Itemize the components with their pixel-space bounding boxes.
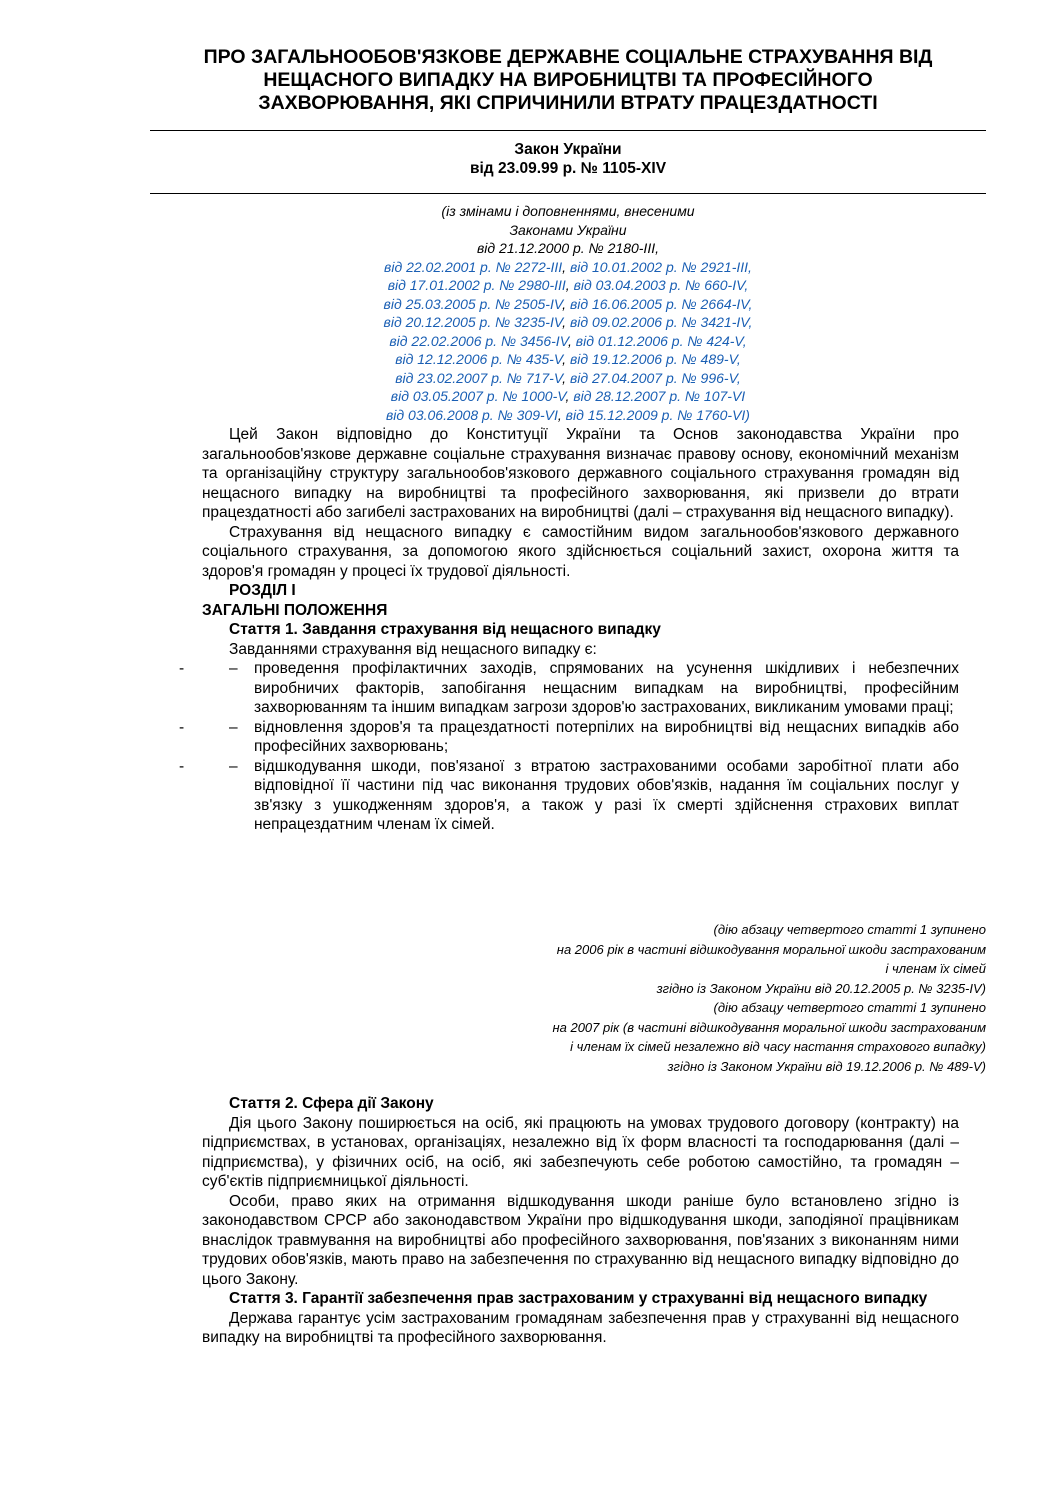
amendments-intro: (із змінами і доповненнями, внесеними bbox=[441, 203, 695, 219]
note-line: згідно із Законом України від 19.12.2006 р. № 489-V) bbox=[667, 1058, 986, 1074]
dash-marker: – bbox=[229, 660, 238, 677]
article-2-paragraph: Дія цього Закону поширюється на осіб, які працюють на умовах трудового договору (контракту) на підприємствах, в установах, організаціях, незалежно від їх форм власності та господарювання (далі – підприємства), у фізичних осіб, на осіб, які забезпечують себе роботою самостійно, та громадян – суб'єктів підприємницької діяльності. bbox=[202, 1114, 959, 1190]
amendment-link[interactable]: від 23.02.2007 р. № 717-V bbox=[395, 369, 563, 386]
law-date-number: від 23.09.99 р. № 1105-XIV bbox=[469, 160, 667, 177]
amendment-line: від 22.02.2001 р. № 2272-III, від 10.01.2002 р. № 2921-III, bbox=[384, 258, 752, 275]
amendment-link[interactable]: від 03.05.2007 р. № 1000-V bbox=[390, 388, 566, 404]
amendment-link[interactable]: від 19.12.2006 р. № 489-V, bbox=[569, 351, 741, 367]
bullet-marker: - bbox=[179, 718, 185, 736]
amendment-link[interactable]: від 27.04.2007 р. № 996-V, bbox=[569, 369, 741, 386]
list-item bbox=[179, 718, 959, 757]
amendments-block bbox=[150, 202, 986, 424]
amendment-line: від 22.02.2006 р. № 3456-IV, від 01.12.2006 р. № 424-V, bbox=[389, 332, 747, 349]
article-2-heading: Стаття 2. Сфера дії Закону bbox=[229, 1095, 434, 1112]
amendment-line: від 20.12.2005 р. № 3235-IV, від 09.02.2006 р. № 3421-IV, bbox=[383, 314, 753, 330]
law-header bbox=[150, 140, 986, 178]
top-divider bbox=[150, 130, 986, 131]
note-line: і членам їх сімей незалежно від часу настання страхового випадку) bbox=[570, 1039, 986, 1054]
list-item-text: відшкодування шкоди, пов'язаної з втратою застрахованими особами заробітної плати або відповідної її частини під час виконання трудових обов'язків, надання їм соціальних послуг у зв'язку з ушкодженням здоров'я, а також у разі їх смерті здійснення страхових виплат непрацездатним членам їх сімей. bbox=[254, 757, 959, 833]
amendment-link[interactable]: від 16.06.2005 р. № 2664-IV, bbox=[569, 295, 753, 312]
main-text-upper bbox=[179, 425, 959, 835]
amendment-link[interactable]: від 22.02.2006 р. № 3456-IV bbox=[389, 332, 568, 349]
amendment-link[interactable]: від 03.06.2008 р. № 309-VI bbox=[386, 406, 558, 423]
section-title: ЗАГАЛЬНІ ПОЛОЖЕННЯ bbox=[202, 601, 388, 619]
amendment-link[interactable]: від 12.12.2006 р. № 435-V bbox=[395, 351, 563, 367]
amendment-line: від 03.06.2008 р. № 309-VI, від 15.12.2009 р. № 1760-VI) bbox=[386, 406, 750, 423]
bullet-marker: - bbox=[179, 660, 185, 677]
amendment-line: від 03.05.2007 р. № 1000-V, від 28.12.2007 р. № 107-VI bbox=[390, 388, 746, 404]
amendment-link[interactable]: від 15.12.2009 р. № 1760-VI) bbox=[565, 406, 750, 423]
note-line: (дію абзацу четвертого статті 1 зупинено bbox=[713, 1000, 986, 1015]
note-line: (дію абзацу четвертого статті 1 зупинено bbox=[713, 922, 986, 937]
section-number: РОЗДІЛ I bbox=[229, 582, 296, 599]
dash-marker: – bbox=[229, 718, 238, 736]
amendment-link[interactable]: від 22.02.2001 р. № 2272-III bbox=[384, 258, 563, 275]
bullet-marker: - bbox=[179, 757, 185, 775]
title-line: НЕЩАСНОГО ВИПАДКУ НА ВИРОБНИЦТВІ ТА ПРОФЕСІЙНОГО bbox=[263, 69, 873, 91]
article-1-heading: Стаття 1. Завдання страхування від нещасного випадку bbox=[229, 621, 661, 638]
title-line: ПРО ЗАГАЛЬНООБОВ'ЯЗКОВЕ ДЕРЖАВНЕ СОЦІАЛЬНЕ СТРАХУВАННЯ ВІД bbox=[203, 46, 933, 68]
amendments-intro: Законами України bbox=[509, 221, 627, 238]
document-title bbox=[150, 46, 986, 115]
list-item bbox=[179, 659, 959, 718]
article-2-paragraph: Особи, право яких на отримання відшкодування шкоди раніше було встановлено згідно із законодавством СРСР або законодавством України про відшкодування шкоди, заподіяної працівникам внаслідок травмування на виробництві або професійного захворювання, пов'язаних з виконанням ними трудових обов'язків, мають право на забезпечення по страхуванню від нещасного випадку відповідно до цього Закону. bbox=[202, 1192, 959, 1288]
note-line: і членам їх сімей bbox=[885, 961, 986, 976]
dash-marker: – bbox=[229, 757, 238, 775]
law-type: Закон України bbox=[514, 141, 622, 158]
amendment-line: від 25.03.2005 р. № 2505-IV, від 16.06.2005 р. № 2664-IV, bbox=[383, 295, 753, 312]
amendment-link[interactable]: від 03.04.2003 р. № 660-IV, bbox=[573, 277, 749, 293]
title-line: ЗАХВОРЮВАННЯ, ЯКІ СПРИЧИНИЛИ ВТРАТУ ПРАЦЕЗДАТНОСТІ bbox=[258, 92, 878, 114]
amendment-link[interactable]: від 25.03.2005 р. № 2505-IV bbox=[383, 295, 563, 312]
list-item bbox=[179, 757, 959, 835]
note-line: на 2007 рік (в частині відшкодування моральної шкоди застрахованим bbox=[552, 1019, 986, 1035]
amendment-link[interactable]: від 28.12.2007 р. № 107-VI bbox=[573, 388, 746, 404]
preamble-paragraph: Цей Закон відповідно до Конституції України та Основ законодавства України про загальнообов'язкове державне соціальне страхування визначає правову основу, економічний механізм та організаційну структуру загальнообов'язкового державного соціального страхування громадян від нещасного випадку на виробництві та професійного захворювання, які призвели до втрати працездатності або загибелі застрахованих на виробництві (далі – страхування від нещасного випадку). bbox=[202, 426, 959, 521]
list-item-text: відновлення здоров'я та працездатності потерпілих на виробництві від нещасних випадків або професійних захворювань; bbox=[254, 718, 959, 755]
amendment-link[interactable]: від 17.01.2002 р. № 2980-III bbox=[387, 277, 566, 293]
bottom-divider bbox=[150, 193, 986, 194]
amendment-line: від 23.02.2007 р. № 717-V, від 27.04.2007 р. № 996-V, bbox=[395, 369, 741, 386]
note-line: згідно із Законом України від 20.12.2005 р. № 3235-IV) bbox=[656, 980, 986, 996]
article-1-intro: Завданнями страхування від нещасного випадку є: bbox=[229, 640, 597, 658]
article-3-paragraph: Держава гарантує усім застрахованим громадянам забезпечення прав у страхуванні від нещасного випадку на виробництві та професійного захворювання. bbox=[202, 1309, 959, 1346]
amendment-line: від 12.12.2006 р. № 435-V, від 19.12.2006 р. № 489-V, bbox=[395, 351, 741, 367]
preamble-paragraph: Страхування від нещасного випадку є самостійним видом загальнообов'язкового державного соціального страхування, за допомогою якого здійснюється соціальний захист, охорона життя та здоров'я громадян у процесі їх трудової діяльності. bbox=[202, 523, 959, 580]
amendment-link[interactable]: від 09.02.2006 р. № 3421-IV, bbox=[569, 314, 753, 330]
amendment-link[interactable]: від 20.12.2005 р. № 3235-IV bbox=[383, 314, 563, 330]
amendment-link[interactable]: від 01.12.2006 р. № 424-V, bbox=[575, 332, 747, 349]
amendment-link[interactable]: від 10.01.2002 р. № 2921-III, bbox=[569, 258, 752, 275]
list-item-text: проведення профілактичних заходів, спрямованих на усунення шкідливих і небезпечних виробничих факторів, запобігання нещасним випадкам на виробництві, професійним захворюванням та іншим випадкам загрози здоров'ю застрахованих, викликаним умовами праці; bbox=[254, 660, 959, 716]
amendment-line: від 17.01.2002 р. № 2980-III, від 03.04.2003 р. № 660-IV, bbox=[387, 277, 749, 293]
note-line: на 2006 рік в частині відшкодування моральної шкоди застрахованим bbox=[556, 941, 986, 957]
suspension-notes bbox=[400, 920, 986, 1076]
main-text-lower bbox=[202, 1094, 959, 1348]
amendment-first: від 21.12.2000 р. № 2180-III, bbox=[477, 240, 659, 256]
article-3-heading: Стаття 3. Гарантії забезпечення прав застрахованим у страхуванні від нещасного випадку bbox=[229, 1290, 928, 1307]
